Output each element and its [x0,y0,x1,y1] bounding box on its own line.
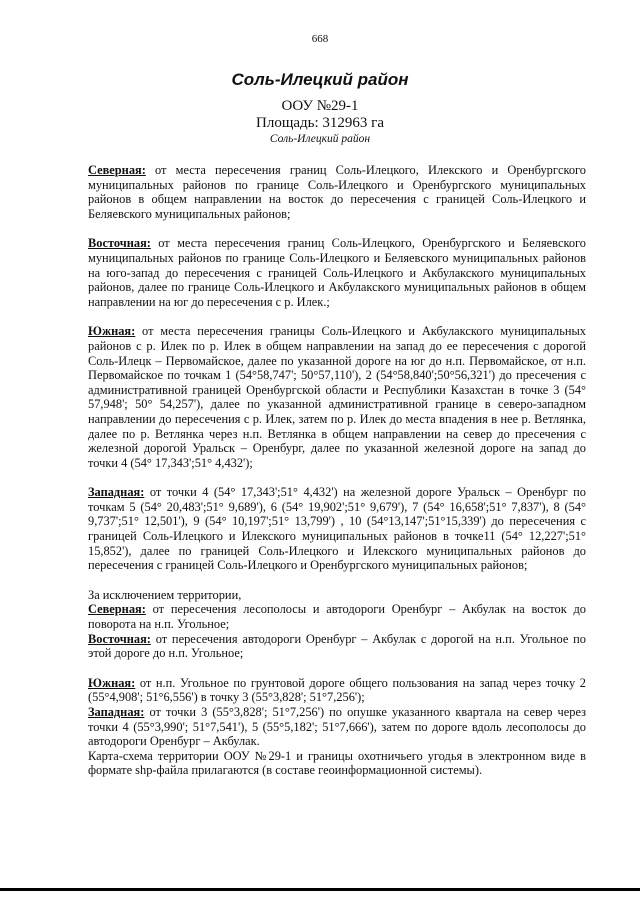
south-boundary-text: от места пересечения границы Соль-Илецкого и Акбулакского муниципальных районов с р. Илек по р. Илек в общем направлении на запад до ее пересечения с дорогой Соль-Илецк – Первомайское, далее по указанной дороге на юг до н.п. Первомайское, от н.п. Первомайское по точкам 1 (54°58,747'; 50°57,110'), 2 (54°58,840';50°56,321') до пресечения с административной границей Оренбургской области и Республики Казахстан в точке 3 (54° 57,948'; 50° 54,257'), далее по указанной административной границе в северо-западном направлении до пересечения с р. Илек, затем по р. Илек до места впадения в нее р. Ветлянка, далее по р. Ветлянка через н.п. Ветлянка в общем направлении на север до пресечения с железной дорогой Уральск – Оренбург, далее по указанной железной дороге на запад до точки 4 (54° 17,343';51° 4,432'); [88,324,586,470]
west-boundary-paragraph [88,485,586,573]
oou-number: ООУ №29-1 [281,98,359,114]
west-boundary-label: Западная: [88,485,145,500]
east-boundary-text: от места пересечения границ Соль-Илецкого, Оренбургского и Беляевского муниципальных районов по границе Соль-Илецкого и Беляевского муниципальных районов на юго-запад до пересечения с границей Соль-Илецкого и Акбулакского муниципальных районов, далее по границе Соль-Илецкого и Акбулакского муниципальных районов в общем направлении на юг до пересечения с р. Илек.; [88,236,586,309]
exclusion-north-text: от пересечения лесополосы и автодороги Оренбург – Акбулак на восток до поворота на н.п. Угольное; [88,602,586,632]
west-boundary-text: от точки 4 (54° 17,343';51° 4,432') на железной дороге Уральск – Оренбург по точкам 5 (54° 20,483';51° 9,689'), 6 (54° 19,902';51° 9,679'), 7 (54° 16,658';51° 7,837'), 8 (54° 9,737';51° 12,501'), 9 (54° 10,197';51° 13,799') , 10 (54°13,147';51°15,339') до пересечения с границей Соль-Илецкого и Илекского муниципальных районов в точке11 (54° 12,227';51° 15,852'), далее по границей Соль-Илецкого и Илекского муниципальных районов до пересечения с границей Соль-Илецкого и Оренбургского муниципальных районов; [88,485,586,573]
exclusion-east-text: от пересечения автодороги Оренбург – Акбулак с дорогой на н.п. Угольное по этой дороге до н.п. Угольное; [88,631,586,661]
district-subtitle: Соль-Илецкий район [269,133,371,145]
exclusion-west-label: Западная: [88,705,145,719]
bottom-rule [0,888,640,891]
exclusion-south-label: Южная: [88,675,136,690]
boundary-description [88,163,586,778]
north-boundary-text: от места пересечения границ Соль-Илецкого, Илекского и Оренбургского муниципальных районов по границе Соль-Илецкого и Оренбургского муниципальных районов в общем направлении на восток до пересечения с границей Соль-Илецкого и Беляевского муниципальных районов; [88,163,586,221]
exclusion-south-paragraph [88,676,586,705]
exclusion-east-label: Восточная: [88,631,151,646]
page-number: 668 [311,33,329,45]
north-boundary-paragraph [88,163,586,221]
exclusion-north-paragraph [88,602,586,631]
east-boundary-label: Восточная: [88,236,151,251]
south-boundary-paragraph [88,324,586,470]
area-line: Площадь: 312963 га [256,115,384,131]
exclusion-north-label: Северная: [88,602,146,617]
north-boundary-label: Северная: [88,163,146,177]
south-boundary-label: Южная: [88,324,136,339]
district-title: Соль-Илецкий район [231,70,409,89]
exclusion-south-text: от н.п. Угольное по грунтовой дороге общего пользования на запад через точку 2 (55°4,908'; 51°6,556') в точку 3 (55°3,828'; 51°7,256'); [88,675,586,705]
map-scheme-note: Карта-схема территории ООУ №29-1 и границы охотничьего угодья в электронном виде в формате shp-файла прилагаются (в составе геоинформационной системы). [88,748,586,778]
exclusion-west-paragraph [88,705,586,749]
exclusion-east-paragraph [88,632,586,661]
exclusion-west-text: от точки 3 (55°3,828'; 51°7,256') по опушке указанного квартала на север через точки 4 (55°3,990'; 51°7,541'), 5 (55°5,182'; 51°7,666'), затем по дороге вдоль лесополосы до автодороги Оренбург – Акбулак. [88,705,586,749]
east-boundary-paragraph [88,236,586,309]
exclusion-intro: За исключением территории, [88,587,242,602]
